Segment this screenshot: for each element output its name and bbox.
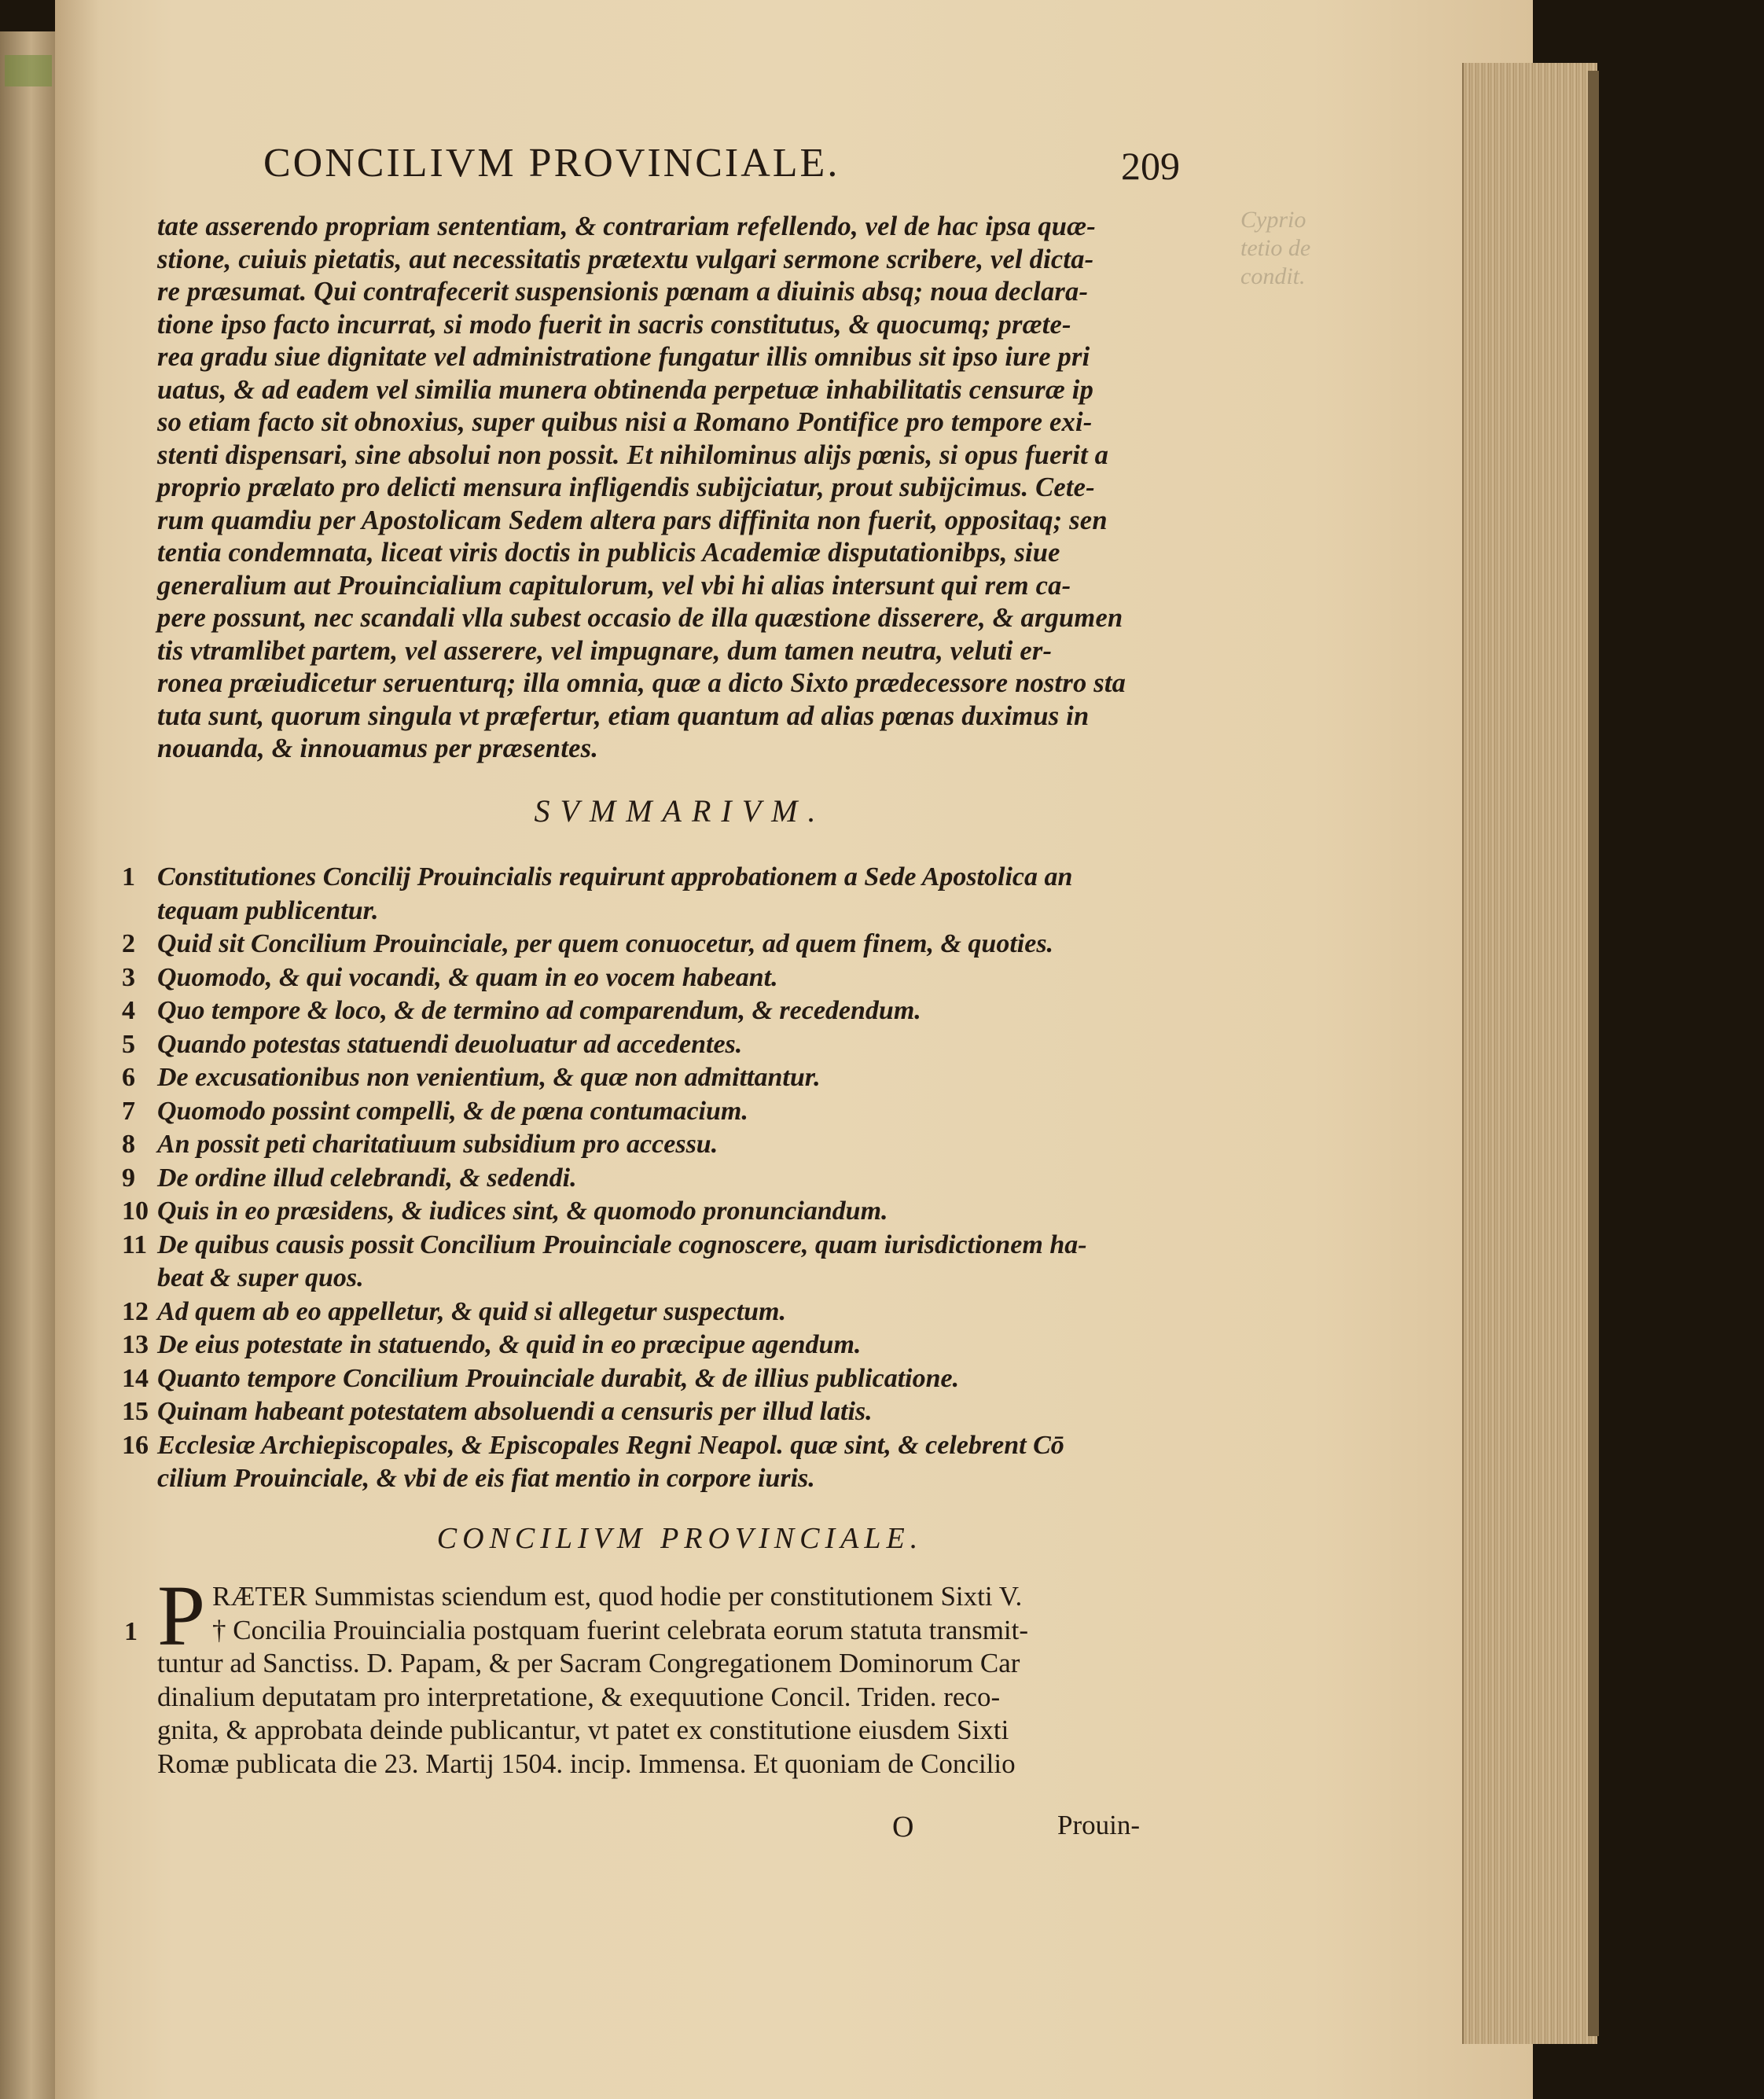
- summary-item-number: 13: [122, 1330, 149, 1359]
- summary-item-number: 5: [122, 1029, 135, 1059]
- summary-item-number: 11: [122, 1230, 148, 1259]
- summary-item-text: De quibus causis possit Concilium Prouinciale cognoscere, quam iurisdictionem ha-: [157, 1230, 1087, 1259]
- summary-item-text: Quinam habeant potestatem absoluendi a censuris per illud latis.: [157, 1397, 873, 1426]
- summary-item: [122, 861, 1207, 928]
- summary-item-number: 1: [122, 862, 135, 891]
- summary-item-number: 16: [122, 1430, 149, 1460]
- text-line: tione ipso facto incurrat, si modo fuerit in sacris constitutus, & quocumq; præte-: [157, 309, 1071, 340]
- summary-heading: SVMMARIVM.: [534, 793, 826, 829]
- bookmark-ribbon: [5, 55, 52, 86]
- summary-item: [122, 1362, 1207, 1396]
- left-page-edge: [0, 31, 59, 2099]
- summary-item-text: Quo tempore & loco, & de termino ad comparendum, & recedendum.: [157, 996, 921, 1025]
- summary-item-number: 4: [122, 996, 135, 1025]
- summary-item-number: 6: [122, 1063, 135, 1092]
- summary-item-text: Quomodo, & qui vocandi, & quam in eo vocem habeant.: [157, 962, 778, 992]
- summary-item-text: Quomodo possint compelli, & de pœna contumacium.: [157, 1096, 748, 1126]
- summary-item: [122, 1329, 1207, 1362]
- summary-list: [122, 861, 1207, 1496]
- summary-item-text: De excusationibus non venientium, & quæ non admittantur.: [157, 1063, 821, 1092]
- text-line: tate asserendo propriam sententiam, & contrariam refellendo, vel de hac ipsa quæ-: [157, 211, 1096, 241]
- summary-item: [122, 1296, 1207, 1329]
- text-line: tis vtramlibet partem, vel asserere, vel impugnare, dum tamen neutra, veluti er-: [157, 635, 1053, 666]
- running-head: CONCILIVM PROVINCIALE.: [263, 141, 840, 186]
- latin-paragraph: [157, 1580, 1211, 1781]
- page-fore-edge: [1462, 63, 1597, 2044]
- text-line: † Concilia Prouincialia postquam fuerint celebrata eorum statuta transmit-: [212, 1614, 1029, 1645]
- summary-item: [122, 1195, 1207, 1229]
- summary-item: [122, 1095, 1207, 1129]
- folio-number: 209: [1121, 144, 1180, 188]
- text-line: tuta sunt, quorum singula vt præfertur, etiam quantum ad alias pœnas duximus in: [157, 700, 1090, 731]
- signature-mark: O: [892, 1810, 914, 1844]
- marginal-number: 1: [124, 1617, 138, 1646]
- summary-item-number: 14: [122, 1363, 149, 1393]
- text-line: rea gradu siue dignitate vel administratione fungatur illis omnibus sit ipso iure pri: [157, 342, 1090, 372]
- text-line: ronea præiudicetur seruenturq; illa omnia, quæ a dicto Sixto prædecessore nostro sta: [157, 668, 1126, 698]
- summary-item: [122, 1395, 1207, 1429]
- text-line: tentia condemnata, liceat viris doctis in publicis Academiæ disputationibps, siue: [157, 538, 1060, 568]
- summary-item: [122, 1028, 1207, 1062]
- text-line: stenti dispensari, sine absolui non possit. Et nihilominus alijs pœnis, si opus fuerit a: [157, 439, 1109, 470]
- summary-item-text: beat & super quos.: [157, 1263, 364, 1292]
- drop-cap: P: [157, 1568, 206, 1663]
- page-footer: [157, 1810, 1211, 1849]
- text-line: pere possunt, nec scandali vlla subest occasio de illa quæstione disserere, & argumen: [157, 603, 1123, 633]
- summary-item-number: 10: [122, 1197, 149, 1226]
- summary-item-number: 8: [122, 1130, 135, 1159]
- summary-item-text: Constitutiones Concilij Prouincialis requirunt approbationem a Sede Apostolica an: [157, 862, 1073, 891]
- summary-item: [122, 1229, 1207, 1296]
- summary-item-text: Quando potestas statuendi deuoluatur ad accedentes.: [157, 1029, 743, 1059]
- summary-item-number: 3: [122, 962, 135, 992]
- text-line: stione, cuiuis pietatis, aut necessitatis prætextu vulgari sermone scribere, vel dicta-: [157, 244, 1094, 274]
- summary-item-text: cilium Prouinciale, & vbi de eis fiat mentio in corpore iuris.: [157, 1464, 815, 1493]
- summary-item: [122, 1128, 1207, 1162]
- text-line: generalium aut Prouincialium capitulorum, vel vbi hi alias intersunt qui rem ca-: [157, 570, 1071, 601]
- body-paragraph: [157, 211, 1203, 766]
- text-line: tuntur ad Sanctiss. D. Papam, & per Sacram Congregationem Dominorum Car: [157, 1648, 1020, 1678]
- text-line: dinalium deputatam pro interpretatione, & exequutione Concil. Triden. reco-: [157, 1681, 1001, 1712]
- summary-item-text: De ordine illud celebrandi, & sedendi.: [157, 1163, 577, 1193]
- summary-item-number: 9: [122, 1163, 135, 1193]
- summary-item-number: 15: [122, 1397, 149, 1426]
- text-line: proprio prælato pro delicti mensura infligendis subijciatur, prout subijcimus. Cete-: [157, 472, 1095, 502]
- summary-item: [122, 961, 1207, 995]
- summary-item: [122, 1429, 1207, 1496]
- text-line: re præsumat. Qui contrafecerit suspensionis pœnam a diuinis absq; noua declara-: [157, 277, 1089, 307]
- summary-item: [122, 994, 1207, 1028]
- summary-item-text: Ad quem ab eo appelletur, & quid si allegetur suspectum.: [157, 1296, 786, 1326]
- text-line: uatus, & ad eadem vel similia munera obtinenda perpetuæ inhabilitatis censuræ ip: [157, 374, 1094, 405]
- summary-item: [122, 1061, 1207, 1095]
- summary-item-text: Quid sit Concilium Prouinciale, per quem conuocetur, ad quem finem, & quoties.: [157, 929, 1054, 958]
- summary-item: [122, 1162, 1207, 1196]
- summary-item-number: 12: [122, 1296, 149, 1326]
- summary-item: [122, 928, 1207, 961]
- text-line: gnita, & approbata deinde publicantur, vt patet ex constitutione eiusdem Sixti: [157, 1715, 1009, 1745]
- text-line: rum quamdiu per Apostolicam Sedem altera pars diffinita non fuerit, oppositaq; sen: [157, 505, 1108, 535]
- catchword: Prouin-: [1057, 1810, 1140, 1840]
- summary-item-text: Quis in eo præsidens, & iudices sint, & quomodo pronunciandum.: [157, 1197, 888, 1226]
- summary-item-text: An possit peti charitatiuum subsidium pro accessu.: [157, 1130, 718, 1159]
- section-heading: CONCILIVM PROVINCIALE.: [436, 1522, 924, 1555]
- summary-item-text: Ecclesiæ Archiepiscopales, & Episcopales Regni Neapol. quæ sint, & celebrent Cō: [157, 1430, 1064, 1460]
- text-line: RÆTER Summistas sciendum est, quod hodie per constitutionem Sixti V.: [212, 1581, 1023, 1612]
- fore-edge-shadow: [1588, 71, 1599, 2036]
- text-line: so etiam facto sit obnoxius, super quibus nisi a Romano Pontifice pro tempore exi-: [157, 407, 1093, 437]
- margin-note: Cyprio tetio de condit.: [1240, 207, 1311, 289]
- summary-item-number: 7: [122, 1096, 135, 1126]
- summary-item-text: De eius potestate in statuendo, & quid in eo præcipue agendum.: [157, 1330, 862, 1359]
- summary-item-text: tequam publicentur.: [157, 895, 379, 925]
- summary-item-number: 2: [122, 929, 135, 958]
- text-line: Romæ publicata die 23. Martij 1504. incip. Immensa. Et quoniam de Concilio: [157, 1748, 1016, 1779]
- summary-item-text: Quanto tempore Concilium Prouinciale durabit, & de illius publicatione.: [157, 1363, 960, 1393]
- text-line: nouanda, & innouamus per præsentes.: [157, 733, 599, 763]
